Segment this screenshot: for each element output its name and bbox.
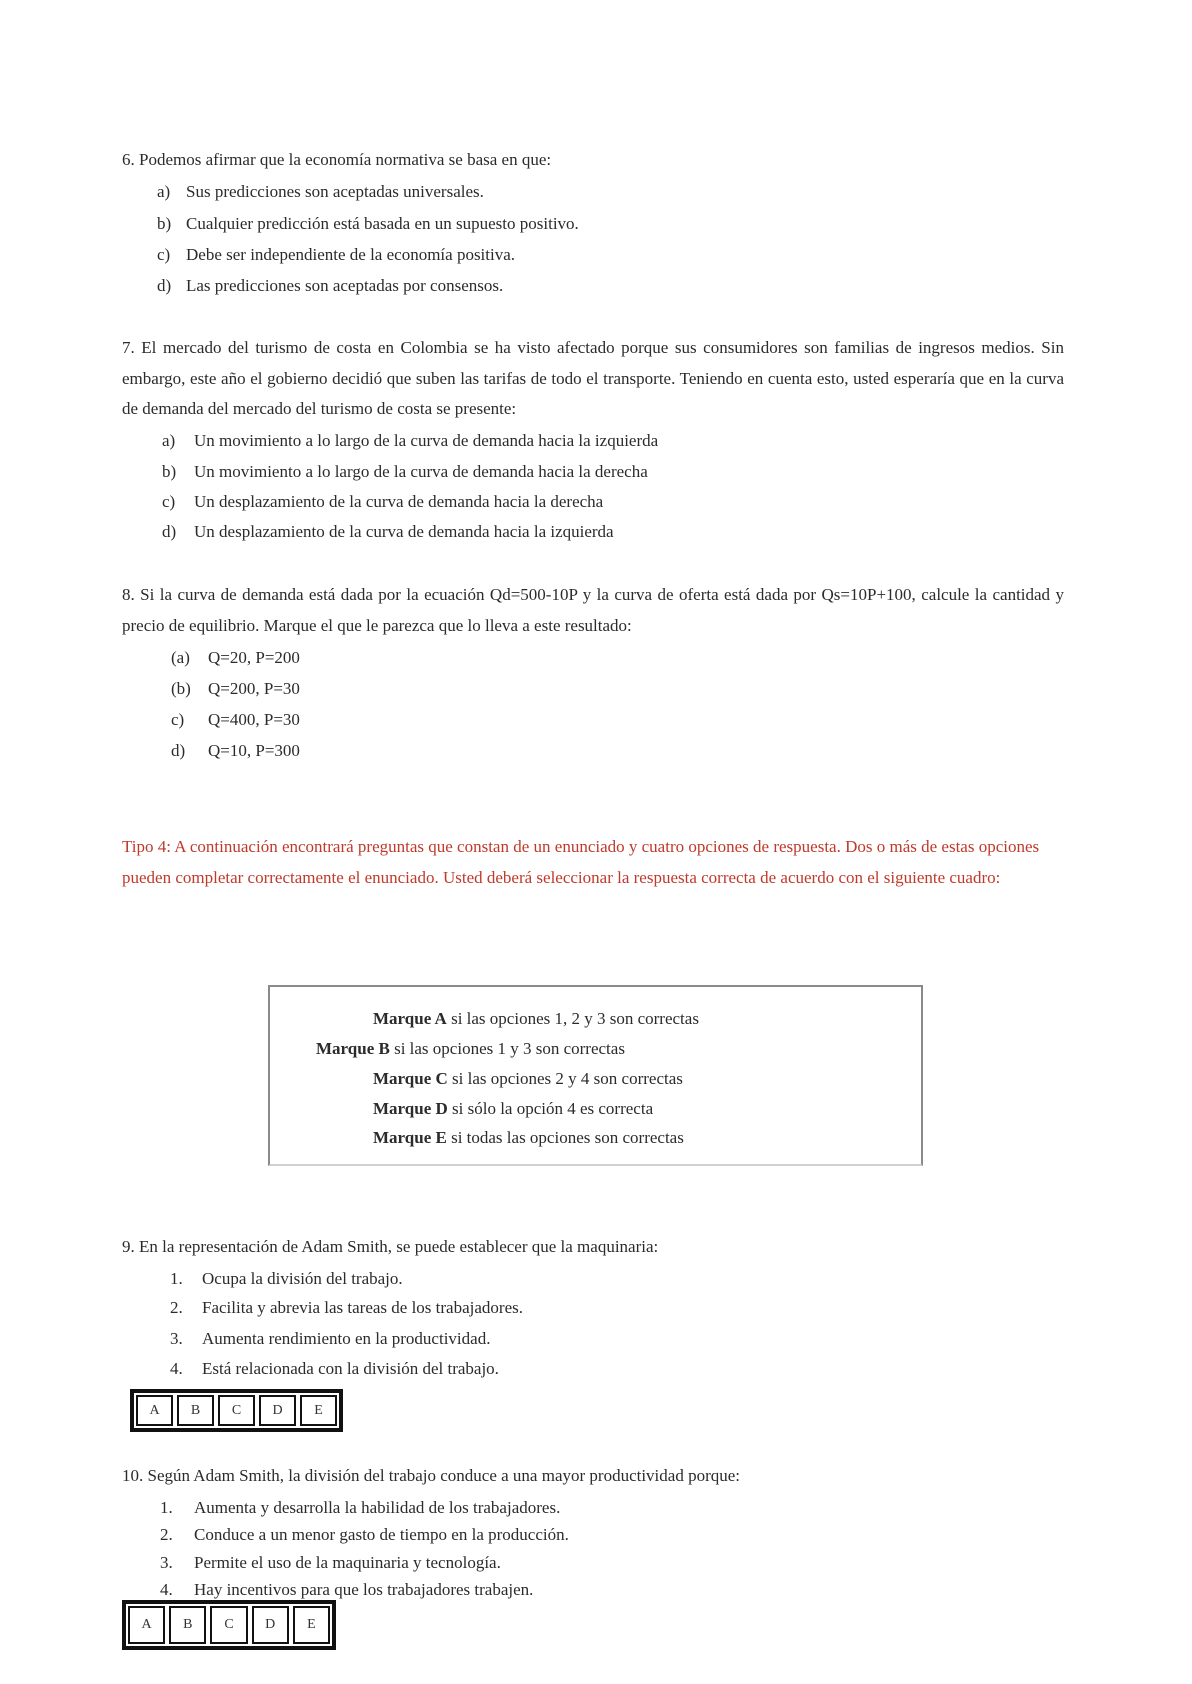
- question-6-option-a: [157, 177, 484, 207]
- item-number: 3.: [170, 1329, 183, 1348]
- answer-key-line-b: [316, 1034, 625, 1064]
- option-letter: (a): [171, 648, 190, 667]
- option-letter: c): [171, 710, 185, 729]
- option-text: Un movimiento a lo largo de la curva de demanda hacia la izquierda: [194, 431, 659, 450]
- question-8-option-c: [171, 705, 300, 735]
- item-text: Facilita y abrevia las tareas de los trabajadores.: [202, 1298, 523, 1317]
- item-text: Conduce a un menor gasto de tiempo en la producción.: [194, 1525, 569, 1544]
- answer-key-line-a: [373, 1004, 699, 1034]
- option-letter: b): [157, 214, 172, 233]
- option-letter: d): [171, 741, 186, 760]
- item-text: Está relacionada con la división del trabajo.: [202, 1359, 499, 1378]
- option-letter: a): [157, 182, 171, 201]
- question-8-option-d: [171, 736, 300, 766]
- question-6-stem: 6. Podemos afirmar que la economía normativa se basa en que:: [122, 150, 552, 169]
- item-text: Permite el uso de la maquinaria y tecnología.: [194, 1553, 501, 1572]
- question-7-option-a: [162, 426, 658, 456]
- question-8-option-b: [171, 674, 300, 704]
- item-number: 1.: [170, 1269, 183, 1288]
- option-letter: c): [157, 245, 171, 264]
- question-10-answer-boxes: [122, 1600, 336, 1650]
- answer-key-line-d: [373, 1094, 653, 1124]
- item-number: 3.: [160, 1553, 173, 1572]
- answer-key-label: Marque B: [316, 1039, 390, 1058]
- item-text: Ocupa la división del trabajo.: [202, 1269, 403, 1288]
- question-9-item-2: [170, 1293, 523, 1323]
- option-text: Un desplazamiento de la curva de demanda hacia la derecha: [194, 492, 604, 511]
- answer-key-text: si todas las opciones son correctas: [446, 1128, 684, 1147]
- question-9-item-4: [170, 1354, 499, 1384]
- option-text: Debe ser independiente de la economía positiva.: [186, 245, 516, 264]
- option-text: Cualquier predicción está basada en un supuesto positivo.: [186, 214, 579, 233]
- type-4-instructions: Tipo 4: A continuación encontrará preguntas que constan de un enunciado y cuatro opciones de respuesta. Dos o más de estas opciones pueden completar correctamente el enunciado. Usted deberá seleccionar la respuesta correcta de acuerdo con el siguiente cuadro:: [122, 837, 1040, 887]
- item-text: Hay incentivos para que los trabajadores trabajen.: [194, 1580, 534, 1599]
- question-10-item-1: [160, 1493, 560, 1523]
- option-text: Sus predicciones son aceptadas universales.: [186, 182, 484, 201]
- item-number: 2.: [170, 1298, 183, 1317]
- answer-key-label: Marque C: [373, 1069, 448, 1088]
- item-text: Aumenta y desarrolla la habilidad de los trabajadores.: [194, 1498, 561, 1517]
- answer-key-label: Marque D: [373, 1099, 448, 1118]
- option-text: Las predicciones son aceptadas por consensos.: [186, 276, 504, 295]
- question-6-option-b: [157, 209, 579, 239]
- item-number: 1.: [160, 1498, 173, 1517]
- option-letter: c): [162, 492, 176, 511]
- answer-box-b: B: [177, 1395, 214, 1426]
- answer-box-d: D: [259, 1395, 296, 1426]
- question-6-option-d: [157, 271, 503, 301]
- question-10-item-3: [160, 1548, 501, 1578]
- option-text: Q=20, P=200: [208, 648, 300, 667]
- question-10-stem: 10. Según Adam Smith, la división del trabajo conduce a una mayor productividad porque:: [122, 1466, 741, 1485]
- question-6-option-c: [157, 240, 515, 270]
- question-9-stem: 9. En la representación de Adam Smith, se puede establecer que la maquinaria:: [122, 1237, 659, 1256]
- item-number: 4.: [160, 1580, 173, 1599]
- question-7-stem: 7. El mercado del turismo de costa en Colombia se ha visto afectado porque sus consumidores son familias de ingresos medios. Sin embargo, este año el gobierno decidió que suben las tarifas de todo el transporte. Teniendo en cuenta esto, usted esperaría que en la curva de demanda del mercado del turismo de costa se presente:: [122, 338, 1064, 418]
- question-9-item-3: [170, 1324, 490, 1354]
- answer-box-b: B: [169, 1606, 206, 1644]
- item-number: 4.: [170, 1359, 183, 1378]
- option-letter: d): [157, 276, 172, 295]
- question-8-option-a: [171, 643, 300, 673]
- question-9-item-1: [170, 1264, 403, 1294]
- item-text: Aumenta rendimiento en la productividad.: [202, 1329, 491, 1348]
- answer-key-text: si las opciones 1 y 3 son correctas: [389, 1039, 625, 1058]
- answer-key-text: si sólo la opción 4 es correcta: [447, 1099, 654, 1118]
- question-7-option-c: [162, 487, 603, 517]
- option-text: Q=10, P=300: [208, 741, 300, 760]
- answer-box-e: E: [300, 1395, 337, 1426]
- question-10-item-2: [160, 1520, 569, 1550]
- option-text: Un movimiento a lo largo de la curva de demanda hacia la derecha: [194, 462, 648, 481]
- option-letter: a): [162, 431, 176, 450]
- answer-key-text: si las opciones 1, 2 y 3 son correctas: [446, 1009, 699, 1028]
- question-8-stem: 8. Si la curva de demanda está dada por la ecuación Qd=500-10P y la curva de oferta está dada por Qs=10P+100, calcule la cantidad y precio de equilibrio. Marque el que le parezca que lo lleva a este resultado:: [122, 585, 1064, 635]
- answer-key-text: si las opciones 2 y 4 son correctas: [447, 1069, 683, 1088]
- option-letter: (b): [171, 679, 191, 698]
- answer-key-line-c: [373, 1064, 683, 1094]
- answer-key-line-e: [373, 1123, 684, 1153]
- option-letter: d): [162, 522, 177, 541]
- option-text: Q=400, P=30: [208, 710, 300, 729]
- option-text: Un desplazamiento de la curva de demanda hacia la izquierda: [194, 522, 614, 541]
- option-letter: b): [162, 462, 177, 481]
- question-9-answer-boxes: [130, 1389, 343, 1432]
- answer-box-d: D: [252, 1606, 289, 1644]
- option-text: Q=200, P=30: [208, 679, 300, 698]
- answer-box-a: A: [128, 1606, 165, 1644]
- question-7-option-b: [162, 457, 648, 487]
- answer-box-c: C: [210, 1606, 247, 1644]
- answer-key-label: Marque A: [373, 1009, 447, 1028]
- answer-key-label: Marque E: [373, 1128, 447, 1147]
- answer-box-e: E: [293, 1606, 330, 1644]
- question-7-option-d: [162, 517, 614, 547]
- item-number: 2.: [160, 1525, 173, 1544]
- answer-box-a: A: [136, 1395, 173, 1426]
- answer-box-c: C: [218, 1395, 255, 1426]
